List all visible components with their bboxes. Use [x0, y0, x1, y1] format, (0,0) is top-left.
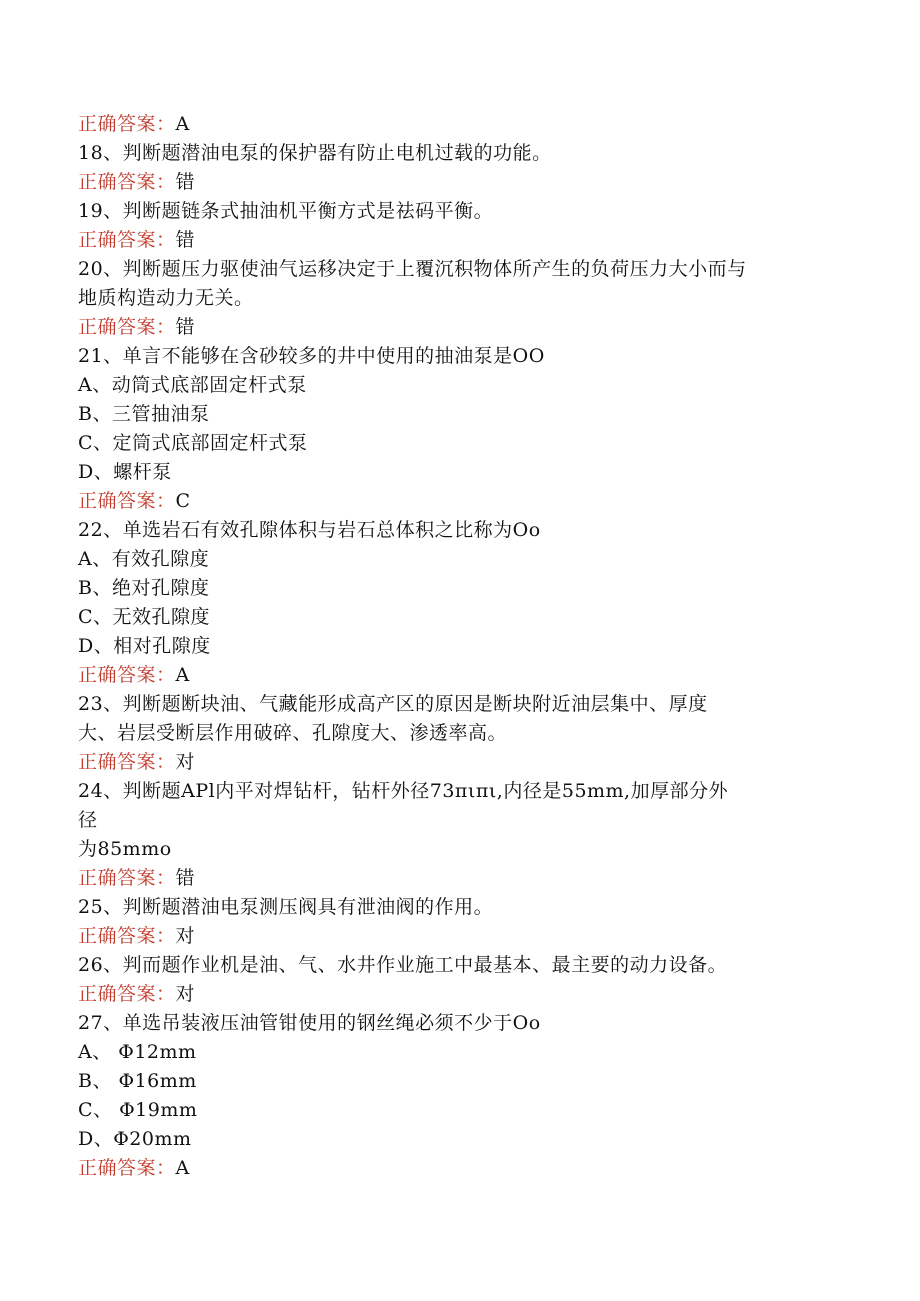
answer-line [78, 661, 838, 690]
answer-line [78, 487, 838, 516]
answer-value: C [175, 490, 191, 512]
text-line: 为85mmo [78, 838, 172, 860]
answer-line [78, 313, 838, 342]
answer-label: 正确答案： [78, 983, 176, 1005]
answer-value: 错 [175, 867, 196, 889]
text-line: 22、单选岩石有效孔隙体积与岩石总体积之比称为Oo [78, 519, 541, 541]
answer-value: 对 [175, 751, 196, 773]
answer-label: 正确答案： [78, 113, 176, 135]
answer-line [78, 110, 838, 139]
text-line: 21、单言不能够在含砂较多的井中使用的抽油泵是OO [78, 345, 545, 367]
answer-line [78, 168, 838, 197]
answer-label: 正确答案： [78, 490, 176, 512]
answer-value: A [175, 1157, 190, 1179]
text-line: 24、判断题APl内平对焊钻杆，钻杆外径73πιπι,内径是55mm,加厚部分外 [78, 780, 729, 802]
answer-value: 错 [175, 171, 196, 193]
answer-line [78, 748, 838, 777]
answer-label: 正确答案： [78, 316, 176, 338]
text-line: B、 Φ16mm [78, 1070, 197, 1092]
text-line: 23、判断题断块油、气藏能形成高产区的原因是断块附近油层集中、厚度 [78, 693, 708, 715]
answer-line [78, 1154, 838, 1183]
text-line: D、螺杆泵 [78, 461, 172, 483]
text-line: B、绝对孔隙度 [78, 577, 210, 599]
text-line: 大、岩层受断层作用破碎、孔隙度大、渗透率高。 [78, 722, 508, 744]
answer-label: 正确答案： [78, 1157, 176, 1179]
text-line: C、无效孔隙度 [78, 606, 211, 628]
answer-label: 正确答案： [78, 664, 176, 686]
answer-value: 错 [175, 229, 196, 251]
text-line: 径 [78, 809, 98, 831]
answer-label: 正确答案： [78, 867, 176, 889]
text-line: C、定筒式底部固定杆式泵 [78, 432, 308, 454]
text-line: 18、判断题潜油电泵的保护器有防止电机过载的功能。 [78, 142, 552, 164]
answer-label: 正确答案： [78, 171, 176, 193]
answer-label: 正确答案： [78, 751, 176, 773]
text-line: 26、判而题作业机是油、气、水井作业施工中最基本、最主要的动力设备。 [78, 954, 728, 976]
text-line: 19、判断题链条式抽油机平衡方式是祛码平衡。 [78, 200, 494, 222]
document-body [78, 110, 838, 1183]
answer-value: 对 [175, 983, 196, 1005]
text-line: 25、判断题潜油电泵测压阀具有泄油阀的作用。 [78, 896, 494, 918]
answer-line [78, 922, 838, 951]
text-line: D、Φ20mm [78, 1128, 192, 1150]
text-line: 20、判断题压力驱使油气运移决定于上覆沉积物体所产生的负荷压力大小而与 [78, 258, 747, 280]
text-line: C、 Φ19mm [78, 1099, 198, 1121]
answer-label: 正确答案： [78, 229, 176, 251]
text-line: 27、单选吊装液压油管钳使用的钢丝绳必须不少于Oo [78, 1012, 541, 1034]
answer-label: 正确答案： [78, 925, 176, 947]
text-line: A、动筒式底部固定杆式泵 [78, 374, 307, 396]
answer-line [78, 226, 838, 255]
text-line: A、 Φ12mm [78, 1041, 197, 1063]
answer-value: 对 [175, 925, 196, 947]
answer-line [78, 864, 838, 893]
text-line: D、相对孔隙度 [78, 635, 211, 657]
answer-line [78, 980, 838, 1009]
answer-value: 错 [175, 316, 196, 338]
text-line: A、有效孔隙度 [78, 548, 210, 570]
answer-value: A [175, 113, 190, 135]
text-line: 地质构造动力无关。 [78, 287, 254, 309]
text-line: B、三管抽油泵 [78, 403, 210, 425]
answer-value: A [175, 664, 190, 686]
